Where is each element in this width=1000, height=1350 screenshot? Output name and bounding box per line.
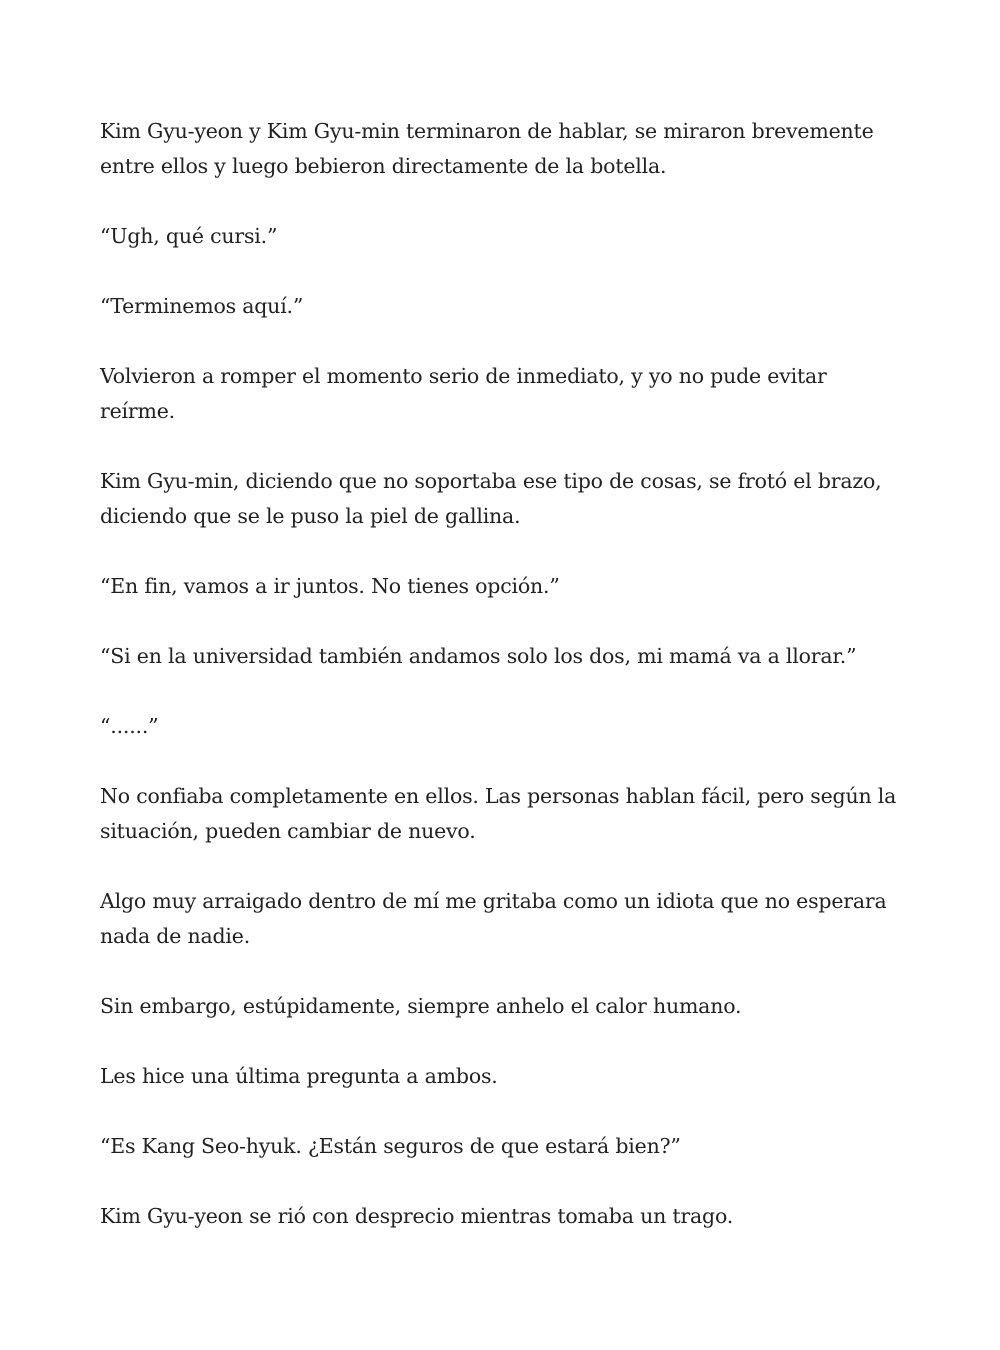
paragraph: No confiaba completamente en ellos. Las personas hablan fácil, pero según la situación, pueden cambiar de nuevo.: [100, 784, 897, 843]
paragraph: Les hice una última pregunta a ambos.: [100, 1064, 498, 1088]
paragraph: “Ugh, qué cursi.”: [100, 224, 278, 248]
paragraph: “Si en la universidad también andamos solo los dos, mi mamá va a llorar.”: [100, 644, 857, 668]
paragraph: “......”: [100, 714, 159, 738]
paragraph: Volvieron a romper el momento serio de inmediato, y yo no pude evitar reírme.: [100, 364, 827, 423]
paragraph: “Terminemos aquí.”: [100, 294, 304, 318]
paragraph: Algo muy arraigado dentro de mí me gritaba como un idiota que no esperara nada de nadie.: [100, 889, 887, 948]
paragraph: Sin embargo, estúpidamente, siempre anhelo el calor humano.: [100, 994, 742, 1018]
paragraph: Kim Gyu-yeon se rió con desprecio mientras tomaba un trago.: [100, 1204, 734, 1228]
document-body: [100, 114, 900, 1269]
paragraph: “En fin, vamos a ir juntos. No tienes opción.”: [100, 574, 560, 598]
paragraph: “Es Kang Seo-hyuk. ¿Están seguros de que estará bien?”: [100, 1134, 681, 1158]
paragraph: Kim Gyu-yeon y Kim Gyu-min terminaron de hablar, se miraron brevemente entre ellos y luego bebieron directamente de la botella.: [100, 119, 874, 178]
paragraph: Kim Gyu-min, diciendo que no soportaba ese tipo de cosas, se frotó el brazo, diciendo que se le puso la piel de gallina.: [100, 469, 882, 528]
